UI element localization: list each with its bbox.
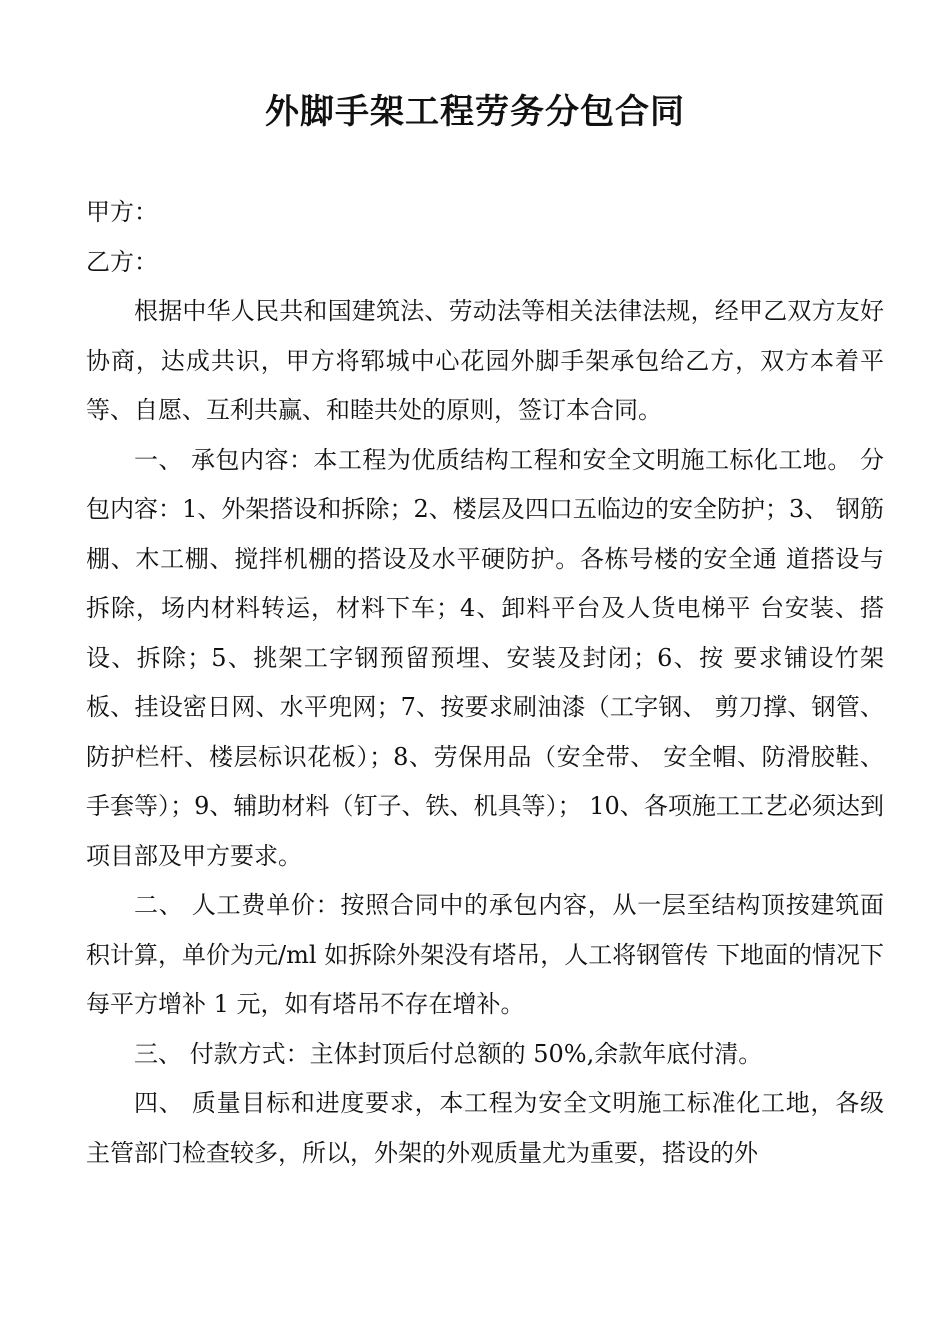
document-body bbox=[86, 188, 884, 1178]
paragraph-unit-price: 二、 人工费单价：按照合同中的承包内容，从一层至结构顶按建筑面积计算，单价为元/ml 如拆除外架没有塔吊，人工将钢管传 下地面的情况下每平方增补 1 元，如有塔吊不存在增补。 bbox=[86, 891, 884, 1018]
paragraph-scope: 一、 承包内容：本工程为优质结构工程和安全文明施工标化工地。 分包内容：1、外架搭设和拆除；2、楼层及四口五临边的安全防护；3、 钢筋棚、木工棚、搅拌机棚的搭设及水平硬防护。各栋号楼的安全通 道搭设与拆除，场内材料转运，材料下车；4、卸料平台及人货电梯平 台安装、搭设、拆除；5、挑架工字钢预留预埋、安装及封闭；6、按 要求铺设竹架板、挂设密日网、水平兜网；7、按要求刷油漆（工字钢、 剪刀撑、钢管、防护栏杆、楼层标识花板）；8、劳保用品（安全带、 安全帽、防滑胶鞋、手套等）；9、辅助材料（钉子、铁、机具等）； 10、各项施工工艺必须达到项目部及甲方要求。 bbox=[86, 445, 884, 870]
document-title: 外脚手架工程劳务分包合同 bbox=[265, 92, 685, 132]
paragraph-payment: 三、 付款方式：主体封顶后付总额的 50%,余款年底付清。 bbox=[134, 1039, 763, 1068]
party-a-label: 甲方： bbox=[86, 198, 158, 226]
party-b-label: 乙方： bbox=[86, 247, 158, 276]
paragraph-quality: 四、 质量目标和进度要求，本工程为安全文明施工标准化工地，各级主管部门检查较多，所以，外架的外观质量尤为重要，搭设的外 bbox=[86, 1089, 884, 1167]
paragraph-preamble: 根据中华人民共和国建筑法、劳动法等相关法律法规，经甲乙双方友好协商，达成共识，甲方将郓城中心花园外脚手架承包给乙方，双方本着平等、自愿、互利共赢、和睦共处的原则，签订本合同。 bbox=[86, 297, 884, 424]
